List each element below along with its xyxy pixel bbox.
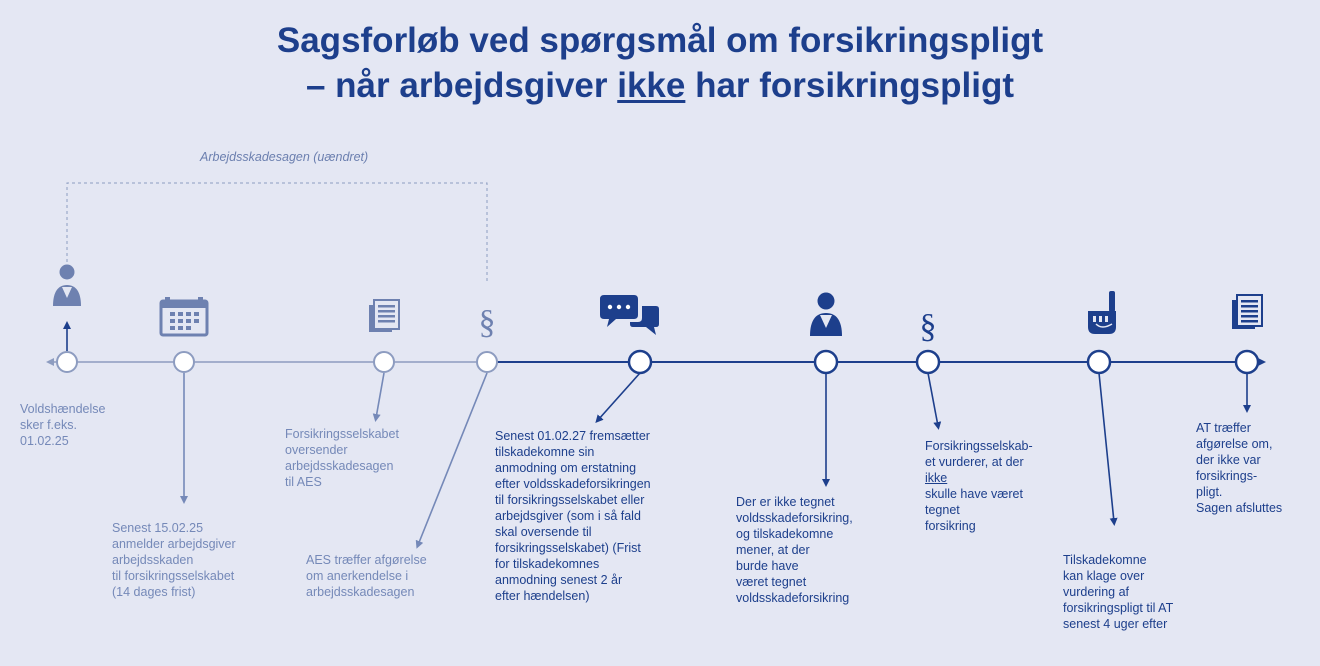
step-7-line: forsikring [925,519,976,533]
step-6-line: været tegnet [736,575,807,589]
step-5-line: anmodning om erstatning [495,461,637,475]
step-5-line: tilskadekomne sin [495,445,595,459]
step-5-line: til forsikringsselskabet eller [495,493,645,507]
timeline-node-5 [629,351,651,373]
connector-5 [598,373,640,420]
step-8-line: vurdering af [1063,585,1130,599]
connector-7 [928,373,938,426]
step-2-line: til forsikringsselskabet [112,569,235,583]
paragraph-icon: § [478,304,496,341]
timeline-node-9 [1236,351,1258,373]
timeline-node-1 [57,352,77,372]
calendar-icon [161,297,207,335]
step-6-text [736,494,853,606]
step-6-line: mener, at der [736,543,810,557]
step-9-line: AT træffer [1196,421,1251,435]
step-6-line: voldsskadeforsikring, [736,511,853,525]
timeline-node-3 [374,352,394,372]
step-1-line: Voldshændelse [20,402,106,416]
person-icon [810,293,842,337]
connector-3 [376,373,384,418]
step-2-line: anmelder arbejdsgiver [112,537,236,551]
person-icon [53,265,81,307]
step-2-line: Senest 15.02.25 [112,521,204,535]
connector-8 [1099,373,1114,522]
step-5-line: for tilskadekomnes [495,557,600,571]
timeline-node-8 [1088,351,1110,373]
timeline-node-2 [174,352,194,372]
title-line-2-end: har forsikringspligt [685,66,1015,105]
step-1-line: sker f.eks. [20,418,77,432]
step-2-line: arbejdsskaden [112,553,194,567]
hand-pointing-icon [1088,291,1116,334]
step-6-line: burde have [736,559,799,573]
step-9-line: pligt. [1196,485,1223,499]
step-7-line: ikke [925,471,948,485]
step-7-line: skulle have været [925,487,1023,501]
step-8-line: senest 4 uger efter [1063,617,1168,631]
step-5-line: efter voldsskadeforsikringen [495,477,651,491]
step-9-line: Sagen afsluttes [1196,501,1283,515]
title-emphasis: ikke [617,66,686,105]
step-4-line: AES træffer afgørelse [306,553,427,567]
step-6-line: voldsskadeforsikring [736,591,850,605]
connector-4 [418,373,487,545]
step-2-text [112,520,236,600]
document-icon [1232,295,1262,329]
timeline-start-arrow [46,358,54,366]
step-1-line: 01.02.25 [20,434,69,448]
timeline-node-7 [917,351,939,373]
paragraph-icon: § [919,308,937,345]
step-7-line: et vurderer, at der [925,455,1024,469]
step-9-line: der ikke var [1196,453,1261,467]
step-8-line: forsikringspligt til AT [1063,601,1174,615]
document-icon [369,300,399,332]
step-6-line: Der er ikke tegnet [736,495,835,509]
dashed-bracket [67,183,487,283]
step-4-line: arbejdsskadesagen [306,585,415,599]
step-3-line: Forsikringsselskabet [285,427,399,441]
step-5-line: arbejdsgiver (som i så fald [495,509,641,523]
step-4-line: om anerkendelse i [306,569,409,583]
step-7-line: tegnet [925,503,960,517]
step-1-text [20,401,105,449]
timeline-node-4 [477,352,497,372]
step-7-line: Forsikringsselskab- [925,439,1033,453]
timeline-node-6 [815,351,837,373]
step-9-line: afgørelse om, [1196,437,1273,451]
step-8-text [1063,552,1173,632]
step-3-line: oversender [285,443,348,457]
step-3-line: til AES [285,475,322,489]
step-7-text [925,438,1033,534]
step-4-text [306,552,427,600]
step-8-line: Tilskadekomne [1063,553,1147,567]
chat-icon [600,295,659,335]
step-5-line: Senest 01.02.27 fremsætter [495,429,650,443]
step-8-line: kan klage over [1063,569,1145,583]
step-5-line: forsikringsselskabet) (Frist [495,541,641,555]
step-5-line: efter hændelsen) [495,589,590,603]
title-line-2-start: – når arbejdsgiver [305,66,618,105]
step-3-text [285,426,399,490]
step-9-text [1196,420,1282,516]
step-5-line: skal oversende til [495,525,592,539]
title-line-1: Sagsforløb ved spørgsmål om forsikringspligt [276,21,1044,60]
step-2-line: (14 dages frist) [112,585,196,599]
step-3-line: arbejdsskadesagen [285,459,394,473]
step-6-line: og tilskadekomne [736,527,834,541]
step-9-line: forsikrings- [1196,469,1258,483]
step-5-text [495,428,651,604]
step-5-line: anmodning senest 2 år [495,573,623,587]
bracket-label: Arbejdsskadesagen (uændret) [200,150,369,164]
